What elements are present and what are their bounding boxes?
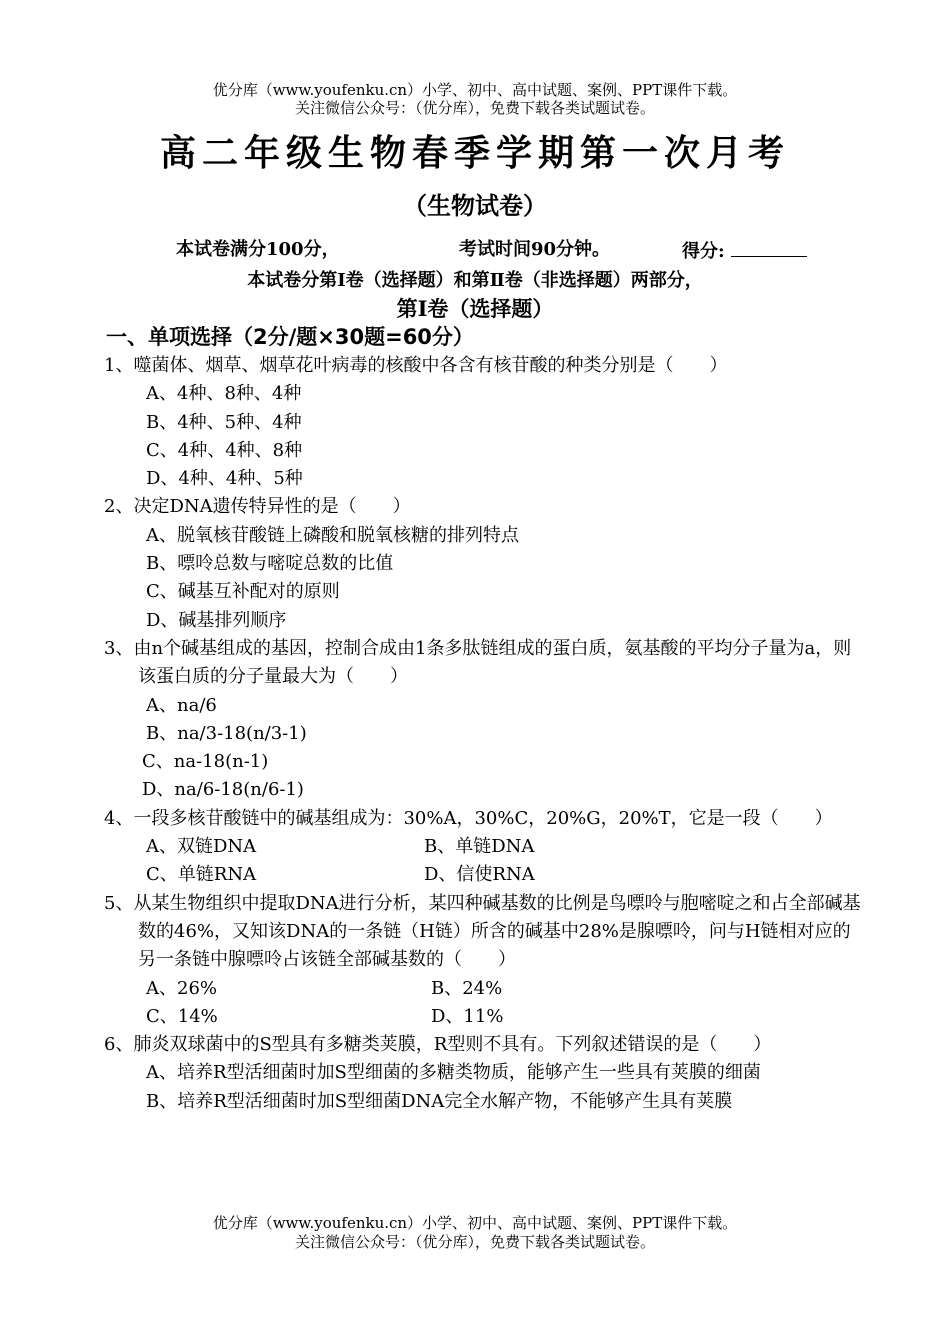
option: C、14%: [146, 1005, 218, 1027]
question-text: 5、从某生物组织中提取DNA进行分析，某四种碱基数的比例是鸟嘌呤与胞嘧啶之和占全部碱基数的46%，又知该DNA的一条链（H链）所含的碱基中28%是腺嘌呤，问与H链相对应的另一条链中腺嘌呤占该链全部碱基数的（ ）: [104, 892, 861, 971]
score-field: [682, 238, 807, 264]
section-title: 一、单项选择（2分/题×30题=60分）: [106, 325, 474, 349]
volume-title: 第Ⅰ卷（选择题）: [396, 296, 554, 321]
option: B、嘌呤总数与嘧啶总数的比值: [146, 553, 394, 575]
question-text: 6、肺炎双球菌中的S型具有多糖类荚膜，R型则不具有。下列叙述错误的是（ ）: [104, 1034, 772, 1056]
option: C、碱基互补配对的原则: [146, 581, 340, 603]
question: [104, 805, 864, 890]
exam-parts: 本试卷分第Ⅰ卷（选择题）和第Ⅱ卷（非选择题）两部分，: [247, 270, 703, 291]
question-text: 1、噬菌体、烟草、烟草花叶病毒的核酸中各含有核苷酸的种类分别是（ ）: [104, 355, 728, 376]
question-text: 4、一段多核苷酸链中的碱基组成为：30%A，30%C，20%G，20%T，它是一段（ ）: [104, 807, 833, 829]
question: [104, 493, 864, 634]
question: [104, 352, 864, 493]
option: B、24%: [431, 977, 503, 999]
option: B、4种、5种、4种: [146, 411, 302, 433]
exam-time: 考试时间90分钟。: [459, 239, 611, 260]
score-label: 得分:: [682, 241, 725, 262]
score-blank: [731, 238, 807, 257]
option-row: [104, 861, 864, 889]
question: [104, 1031, 864, 1116]
footer-line-2: 关注微信公众号：（优分库），免费下载各类试题试卷。: [294, 1233, 655, 1251]
question: [104, 635, 864, 805]
option: A、4种、8种、4种: [146, 383, 302, 405]
option: C、单链RNA: [146, 864, 257, 886]
option: D、信使RNA: [424, 864, 535, 886]
header-line-2: 关注微信公众号：（优分库），免费下载各类试题试卷。: [294, 99, 655, 117]
footer-line-1: 优分库（www.youfenku.cn）小学、初中、高中试题、案例、PPT课件下载。: [212, 1214, 738, 1232]
option-row: [104, 833, 864, 861]
option: A、双链DNA: [146, 836, 257, 858]
option: A、na/6: [146, 694, 217, 716]
option: C、na-18(n-1): [142, 751, 269, 773]
question: [104, 890, 864, 1031]
question-text: 2、决定DNA遗传特异性的是（ ）: [104, 496, 411, 518]
option: D、11%: [431, 1005, 504, 1027]
option: D、na/6-18(n/6-1): [142, 779, 304, 801]
option: D、4种、4种、5种: [146, 468, 303, 490]
option: B、na/3-18(n/3-1): [146, 722, 307, 744]
option: A、脱氧核苷酸链上磷酸和脱氧核糖的排列特点: [146, 524, 519, 546]
questions: [104, 352, 864, 1116]
option: B、单链DNA: [424, 836, 535, 858]
option: B、培养R型活细菌时加S型细菌DNA完全水解产物，不能够产生具有荚膜: [146, 1090, 733, 1112]
question-text: 3、由n个碱基组成的基因，控制合成由1条多肽链组成的蛋白质，氨基酸的平均分子量为a，则该蛋白质的分子量最大为（ ）: [104, 637, 852, 688]
option: C、4种、4种、8种: [146, 439, 303, 461]
header-line-1: 优分库（www.youfenku.cn）小学、初中、高中试题、案例、PPT课件下载。: [212, 81, 738, 99]
full-score: 本试卷满分100分，: [176, 239, 340, 260]
option-row: [104, 975, 864, 1003]
option-row: [104, 1003, 864, 1031]
option: A、26%: [146, 977, 218, 999]
exam-title: 高二年级生物春季学期第一次月考: [159, 132, 790, 174]
option: D、碱基排列顺序: [146, 609, 287, 631]
exam-subtitle: （生物试卷）: [403, 191, 547, 220]
option: A、培养R型活细菌时加S型细菌的多糖类物质，能够产生一些具有荚膜的细菌: [146, 1062, 761, 1084]
